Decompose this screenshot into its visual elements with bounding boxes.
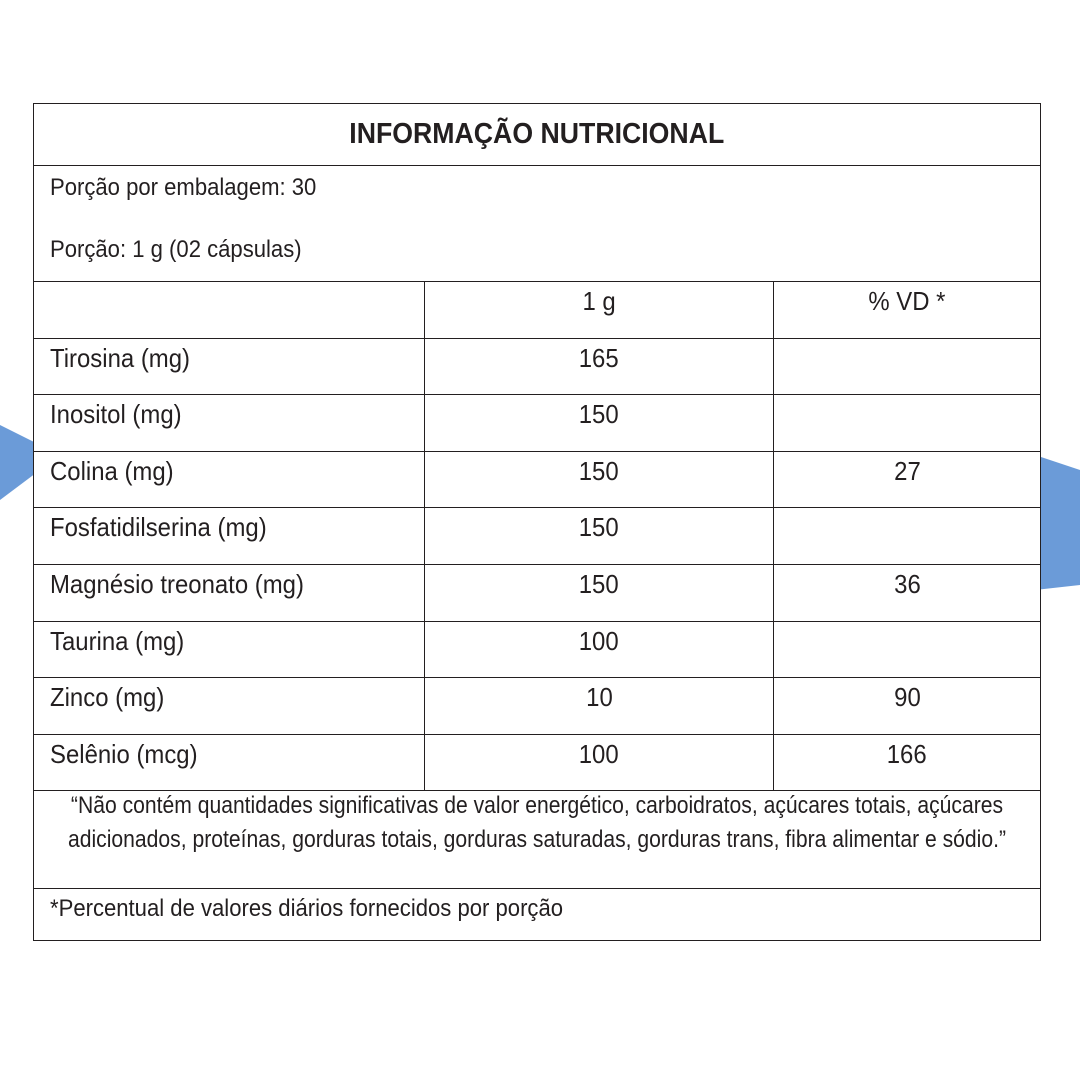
nutrient-quantity-cell [424,452,773,508]
nutrient-quantity: 100 [579,625,619,656]
table-row [34,395,1040,452]
nutrient-name-cell [34,678,424,734]
servings-per-package: Porção por embalagem: 30 [50,174,317,201]
nutrient-quantity-cell [424,339,773,395]
nutrient-name: Tirosina (mg) [50,342,190,373]
table-row [34,735,1040,792]
nutrient-quantity: 150 [579,569,619,599]
nutrient-quantity-cell [424,395,773,451]
nutrient-name-cell [34,339,424,395]
nutrient-quantity-cell [424,508,773,564]
nutrient-quantity: 150 [579,455,619,486]
nutrient-daily-value-cell [773,452,1040,508]
nutrient-daily-value-cell [773,678,1040,734]
serving-info [34,166,1040,282]
nutrient-daily-value: 90 [893,682,921,713]
nutrient-quantity: 10 [585,682,613,713]
nutrient-daily-value: 166 [887,738,927,769]
nutrient-name-cell [34,508,424,564]
nutrient-quantity-cell [424,565,773,621]
nutrient-daily-value: 36 [893,569,921,599]
nutrient-name-cell [34,735,424,791]
table-row [34,339,1040,396]
nutrient-daily-value-cell [773,565,1040,621]
nutrient-quantity-cell [424,735,773,791]
table-title: INFORMAÇÃO NUTRICIONAL [349,118,725,150]
table-row [34,565,1040,622]
nutrient-quantity: 150 [579,399,619,430]
disclaimer-note [34,789,1040,889]
nutrient-name: Magnésio treonato (mg) [50,569,304,599]
nutrient-name-cell [34,565,424,621]
nutrition-facts-table [33,103,1041,941]
nutrient-name: Taurina (mg) [50,625,185,656]
header-daily-value-cell [773,282,1040,338]
nutrient-name-cell [34,395,424,451]
table-row [34,622,1040,679]
nutrient-daily-value-cell [773,339,1040,395]
table-title-row [34,104,1040,166]
nutrient-name-cell [34,622,424,678]
nutrient-name: Fosfatidilserina (mg) [50,512,267,543]
footnote-row [34,889,1040,940]
serving-size: Porção: 1 g (02 cápsulas) [50,236,302,263]
nutrient-name: Inositol (mg) [50,399,182,430]
nutrient-name: Zinco (mg) [50,682,165,713]
nutrient-daily-value-cell [773,395,1040,451]
nutrient-name: Colina (mg) [50,455,174,486]
table-row [34,452,1040,509]
column-header-row [34,282,1040,339]
nutrient-daily-value-cell [773,508,1040,564]
table-row [34,678,1040,735]
disclaimer-text: “Não contém quantidades significativas de valor energético, carboidratos, açúcares totais, açúcares adicionados, proteínas, gorduras totais, gorduras saturadas, gorduras trans, fibra alimentar e sódio.” [67,792,1006,853]
nutrient-daily-value-cell [773,622,1040,678]
header-quantity-cell [424,282,773,338]
nutrient-daily-value-cell [773,735,1040,791]
nutrient-daily-value: 27 [893,455,921,486]
header-daily-value: % VD * [868,286,946,316]
header-name-cell-cell [34,282,424,338]
right-accent-shape [1035,455,1080,590]
nutrient-quantity: 100 [579,738,619,769]
nutrient-quantity: 150 [579,512,619,543]
footnote-text: *Percentual de valores diários fornecidos por porção [50,895,564,922]
nutrient-quantity: 165 [579,342,619,373]
nutrient-quantity-cell [424,622,773,678]
header-quantity: 1 g [582,286,616,316]
nutrient-name-cell [34,452,424,508]
table-row [34,508,1040,565]
nutrient-quantity-cell [424,678,773,734]
nutrient-name: Selênio (mcg) [50,738,198,769]
